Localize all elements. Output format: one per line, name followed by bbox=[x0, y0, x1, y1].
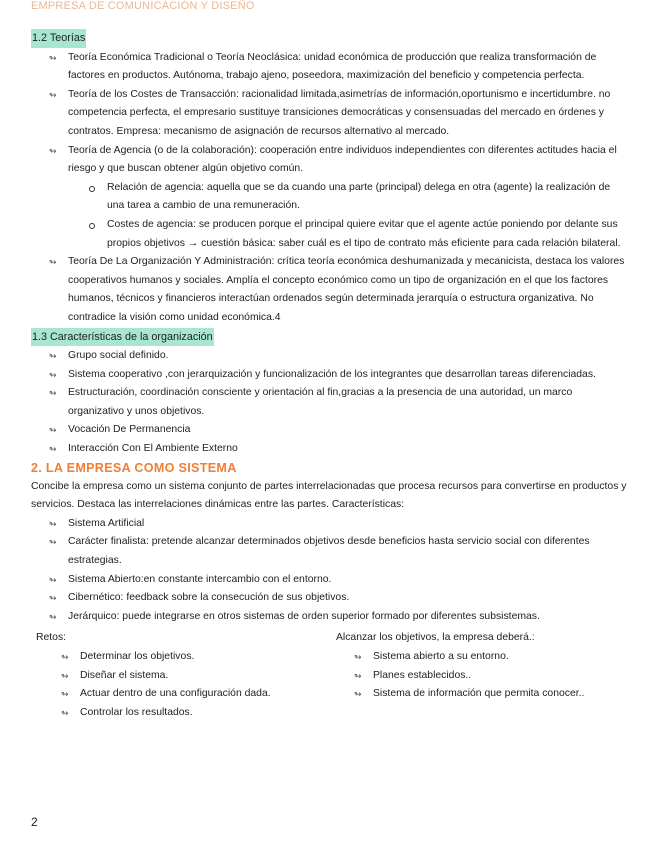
alcanzar-list bbox=[336, 648, 629, 704]
retos-column bbox=[31, 629, 336, 722]
list-item: ↬ Sistema de información que permita conocer.. bbox=[373, 685, 629, 704]
list-item: ↬ Sistema Artificial bbox=[68, 515, 629, 534]
list-item: ↬ Carácter finalista: pretende alcanzar determinados objetivos desde beneficios hasta servicio social con diferentes estrategias. bbox=[68, 533, 629, 570]
list-item: ↬ Teoría De La Organización Y Administración: crítica teoría económica deshumanizada y mecanicista, destaca los valores cooperativos humanos y sociales. Amplía el concepto económico como un tipo de organización en el que los factores humanos, técnicos y financieros interactúan ordenados según determinada jerarquía o estructura organizativa. No contradice la visión como unidad económica.4 bbox=[68, 253, 629, 327]
list-item: ↬ Teoría Económica Tradicional o Teoría Neoclásica: unidad económica de producción que realiza transformación de factores en productos. Autónoma, trabajo ajeno, poseedora, maximización del beneficio y competencia perfecta. bbox=[68, 49, 629, 86]
list-item: ↬ Sistema abierto a su entorno. bbox=[373, 648, 629, 667]
list-item: ↬ Planes establecidos.. bbox=[373, 667, 629, 686]
list-item: ↬ Cibernético: feedback sobre la consecución de sus objetivos. bbox=[68, 589, 629, 608]
list-item: ↬ Jerárquico: puede integrarse en otros sistemas de orden superior formado por diferentes subsistemas. bbox=[68, 608, 629, 627]
retos-list bbox=[36, 648, 336, 722]
list-item: ↬ Vocación De Permanencia bbox=[68, 421, 629, 440]
alcanzar-title: Alcanzar los objetivos, la empresa deberá.: bbox=[336, 632, 535, 644]
characteristics-list bbox=[31, 347, 629, 459]
list-item: ↬ Controlar los resultados. bbox=[80, 704, 336, 723]
running-header: EMPRESA DE COMUNICACIÓN Y DISEÑO bbox=[31, 0, 255, 12]
page-number: 2 bbox=[31, 815, 38, 829]
list-item: ↬ Interacción Con El Ambiente Externo bbox=[68, 440, 629, 459]
list-item: ↬ Grupo social definido. bbox=[68, 347, 629, 366]
section-heading-2: 2. LA EMPRESA COMO SISTEMA bbox=[31, 460, 237, 475]
sub-list-item: Costes de agencia: se producen porque el principal quiere evitar que el agente actúe poniendo por delante sus propios objetivos → cuestión básica: saber cuál es el tipo de contrato más eficiente para cada relación bilateral. bbox=[107, 216, 629, 253]
list-item: ↬ Estructuración, coordinación consciente y orientación al fin,gracias a la presencia de una autoridad, un marco organizativo y unos objetivos. bbox=[68, 384, 629, 421]
list-item: ↬ Sistema cooperativo ,con jerarquización y funcionalización de los integrantes que desarrollan tareas diferenciadas. bbox=[68, 366, 629, 385]
list-item-text: Teoría de Agencia (o de la colaboración): cooperación entre individuos independientes con diferentes actitudes hacia el riesgo y que buscan obtener algún objetivo común. bbox=[68, 144, 617, 175]
list-item: ↬ Diseñar el sistema. bbox=[80, 667, 336, 686]
list-item: ↬ Actuar dentro de una configuración dada. bbox=[80, 685, 336, 704]
section-heading-1-3: 1.3 Características de la organización bbox=[31, 328, 214, 347]
section-2-intro: Concibe la empresa como un sistema conjunto de partes interrelacionadas que procesa recursos para convertirse en productos y servicios. Destaca las interrelaciones dinámicas entre las partes. Características: bbox=[31, 480, 627, 511]
two-column-block bbox=[31, 629, 629, 722]
theories-list bbox=[31, 49, 629, 328]
section-heading-1-2: 1.2 Teorías bbox=[31, 29, 86, 48]
list-item: ↬ Determinar los objetivos. bbox=[80, 648, 336, 667]
list-item: ↬ Sistema Abierto:en constante intercambio con el entorno. bbox=[68, 571, 629, 590]
list-item: ↬ Teoría de los Costes de Transacción: racionalidad limitada,asimetrías de información,oportunismo e incertidumbre. no competencia perfecta, el empresario sustituye transiciones democráticas y consensuadas del mercado en órdenes y contratos. Empresa: mecanismo de asignación de recursos alternativo al mercado. bbox=[68, 86, 629, 142]
retos-title: Retos: bbox=[36, 632, 67, 644]
sub-list-item: Relación de agencia: aquella que se da cuando una parte (principal) delega en otra (agente) la realización de una tarea a cambio de una remuneración. bbox=[107, 179, 629, 216]
agency-sublist bbox=[68, 179, 629, 253]
list-item bbox=[68, 142, 629, 254]
alcanzar-column bbox=[336, 629, 629, 722]
system-characteristics-list bbox=[31, 515, 629, 627]
page-content bbox=[31, 29, 629, 722]
